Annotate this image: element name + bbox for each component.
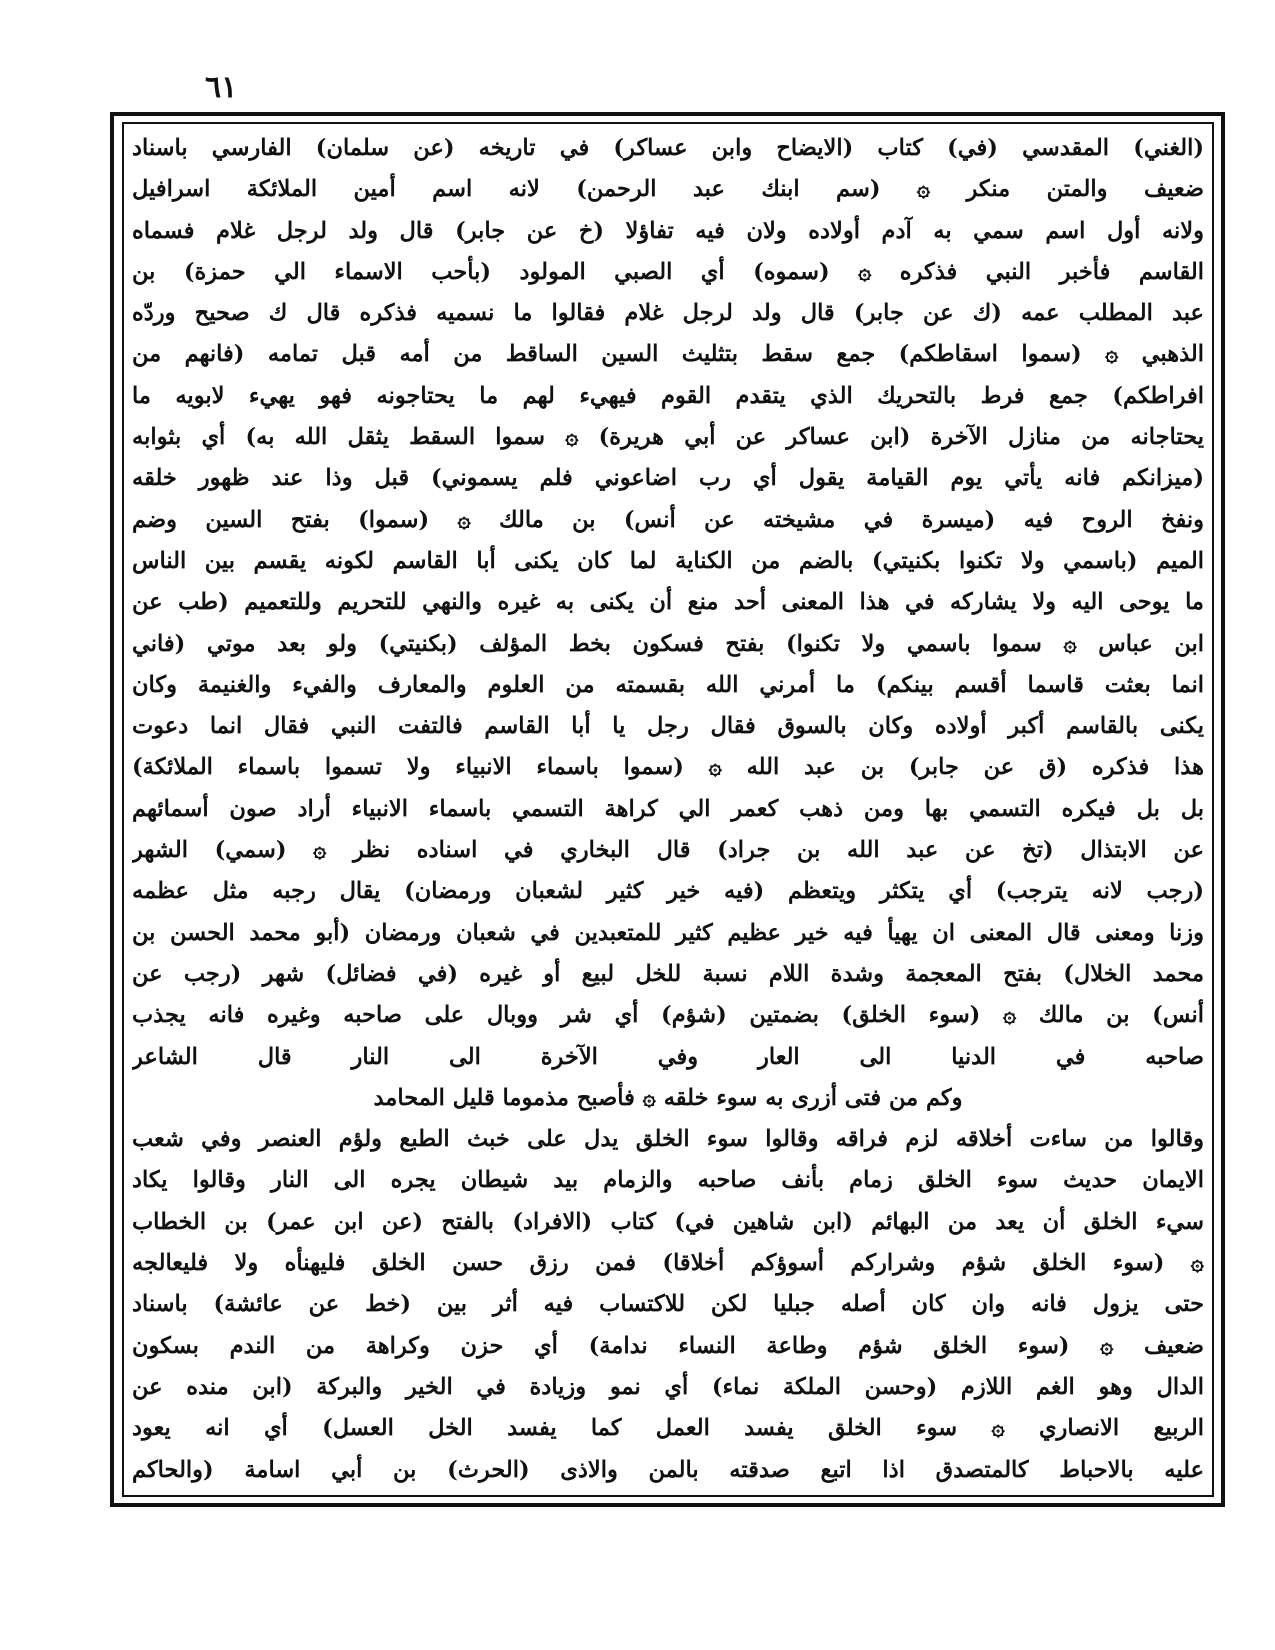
text-line: سيء الخلق أن يعد من البهائم (ابن شاهين في) كتاب (الافراد) بالفتح (عن ابن عمر) بن الخطاب <box>132 1208 1204 1235</box>
text-line: الدال وهو الغم اللازم (وحسن الملكة نماء) أي نمو وزيادة في الخير والبركة (ابن منده عن <box>132 1373 1204 1400</box>
text-line: وقالوا من ساءت أخلاقه لزم فراقه وقالوا سوء الخلق يدل على خبث الطبع ولؤم العنصر وفي شعب <box>132 1126 1204 1153</box>
text-line: الذهبي ۞ (سموا اسقاطكم) جمع سقط بتثليث السين الساقط من أمه قبل تمامه (فانهم من <box>132 341 1204 368</box>
text-line: ضعيف ۞ (سوء الخلق شؤم وطاعة النساء ندامة) أي حزن وكراهة من الندم بسكون <box>132 1332 1204 1359</box>
text-line: يحتاجانه من منازل الآخرة (ابن عساكر عن أبي هريرة) ۞ سموا السقط يثقل الله به) أي بثوابه <box>132 424 1204 451</box>
text-line: ابن عباس ۞ سموا باسمي ولا تكنوا) بفتح فسكون بخط المؤلف (بكنيتي) ولو بعد موتي (فاني <box>132 630 1204 657</box>
text-line: (ميزانكم فانه يأتي يوم القيامة يقول أي رب اضاعوني فلم يسموني) قبل وذا عند ظهور خلقه <box>132 465 1204 492</box>
page-text-body <box>132 128 1204 1491</box>
text-line: (الغني) المقدسي (في) كتاب (الايضاح وابن عساكر) في تاريخه (عن سلمان) الفارسي باسناد <box>132 135 1204 161</box>
text-line: محمد الخلال) بفتح المعجمة وشدة اللام نسبة للخل لبيع أو غيره (في فضائل) شهر (رجب عن <box>132 960 1204 987</box>
text-line: انما بعثت قاسما أقسم بينكم) ما أمرني الله بقسمته من العلوم والمعارف والفيء والغنيمة وكان <box>132 671 1204 698</box>
text-line: هذا فذكره (ق عن جابر) بن عبد الله ۞ (سموا باسماء الانبياء ولا تسموا باسماء الملائكة) <box>132 754 1204 781</box>
text-line: الميم (باسمي ولا تكنوا بكنيتي) بالضم من الكناية لما كان يكنى أبا القاسم لكونه يقسم بين الناس <box>132 547 1204 574</box>
poetry-verse-line: وكم من فتى أزرى به سوء خلقه ۞ فأصبح مذموما قليل المحامد <box>373 1084 963 1111</box>
text-line: ۞ (سوء الخلق شؤم وشراركم أسوؤكم أخلاقا) فمن رزق حسن الخلق فليهنأه ولا فليعالجه <box>132 1250 1204 1277</box>
text-line: عليه بالاحباط كالمتصدق اذا اتبع صدقته بالمن والاذى (الحرث) بن أبي اسامة (والحاكم <box>132 1456 1204 1483</box>
text-line: (رجب لانه يترجب) أي يتكثر ويتعظم (فيه خير كثير لشعبان ورمضان) يقال رجبه مثل عظمه <box>132 878 1204 905</box>
text-line: بل بل فيكره التسمي بها ومن ذهب كعمر الي كراهة التسمي باسماء الانبياء أراد صون أسمائهم <box>132 795 1204 822</box>
text-line: ولانه أول اسم سمي به آدم أولاده ولان فيه تفاؤلا (خ عن جابر) قال ولد لرجل غلام فسماه <box>132 217 1204 244</box>
text-line: ما يوحى اليه ولا يشاركه في هذا المعنى أحد منع أن يكنى به غيره والنهي للتحريم وللتعميم (طب عن <box>132 589 1204 616</box>
text-line: ونفخ الروح فيه (ميسرة في مشيخته عن أنس) بن مالك ۞ (سموا) بفتح السين وضم <box>132 506 1204 533</box>
text-line: صاحبه في الدنيا الى العار وفي الآخرة الى النار قال الشاعر <box>132 1043 1204 1070</box>
text-line: عبد المطلب عمه (ك عن جابر) قال ولد لرجل غلام فقالوا ما نسميه فذكره قال ك صحيح وردّه <box>132 300 1204 327</box>
text-line: يكنى بالقاسم أكبر أولاده وكان بالسوق فقال رجل يا أبا القاسم فالتفت النبي فقال انما دعوت <box>132 713 1204 740</box>
text-line: الايمان حديث سوء الخلق زمام بأنف صاحبه والزمام بيد شيطان يجره الى النار وقالوا يكاد <box>132 1167 1204 1194</box>
text-line: ضعيف والمتن منكر ۞ (سم ابنك عبد الرحمن) لانه اسم أمين الملائكة اسرافيل <box>132 176 1204 203</box>
text-line: عن الابتذال (تخ عن عبد الله بن جراد) قال البخاري في اسناده نظر ۞ (سمي) الشهر <box>132 837 1204 864</box>
text-line: القاسم فأخبر النبي فذكره ۞ (سموه) أي الصبي المولود (بأحب الاسماء الي حمزة) بن <box>132 258 1204 285</box>
page-number: ٦١ <box>205 70 238 105</box>
text-line: الربيع الانصاري ۞ سوء الخلق يفسد العمل كما يفسد الخل العسل) أي انه يعود <box>132 1415 1204 1442</box>
text-line: وزنا ومعنى قال المعنى ان يهيأ فيه خير عظيم كثير للمتعبدين في شعبان ورمضان (أبو محمد الحسن بن <box>132 919 1204 946</box>
text-line: أنس) بن مالك ۞ (سوء الخلق) بضمتين (شؤم) أي شر ووبال على صاحبه وغيره فانه يجذب <box>132 1002 1204 1029</box>
text-line: افراطكم) جمع فرط بالتحريك الذي يتقدم القوم فيهيء لهم ما يحتاجونه فهو يهيء لابويه ما <box>132 382 1204 409</box>
text-line: حتى يزول فانه وان كان أصله جبليا لكن للاكتساب فيه أثر بين (خط عن عائشة) باسناد <box>132 1291 1204 1318</box>
